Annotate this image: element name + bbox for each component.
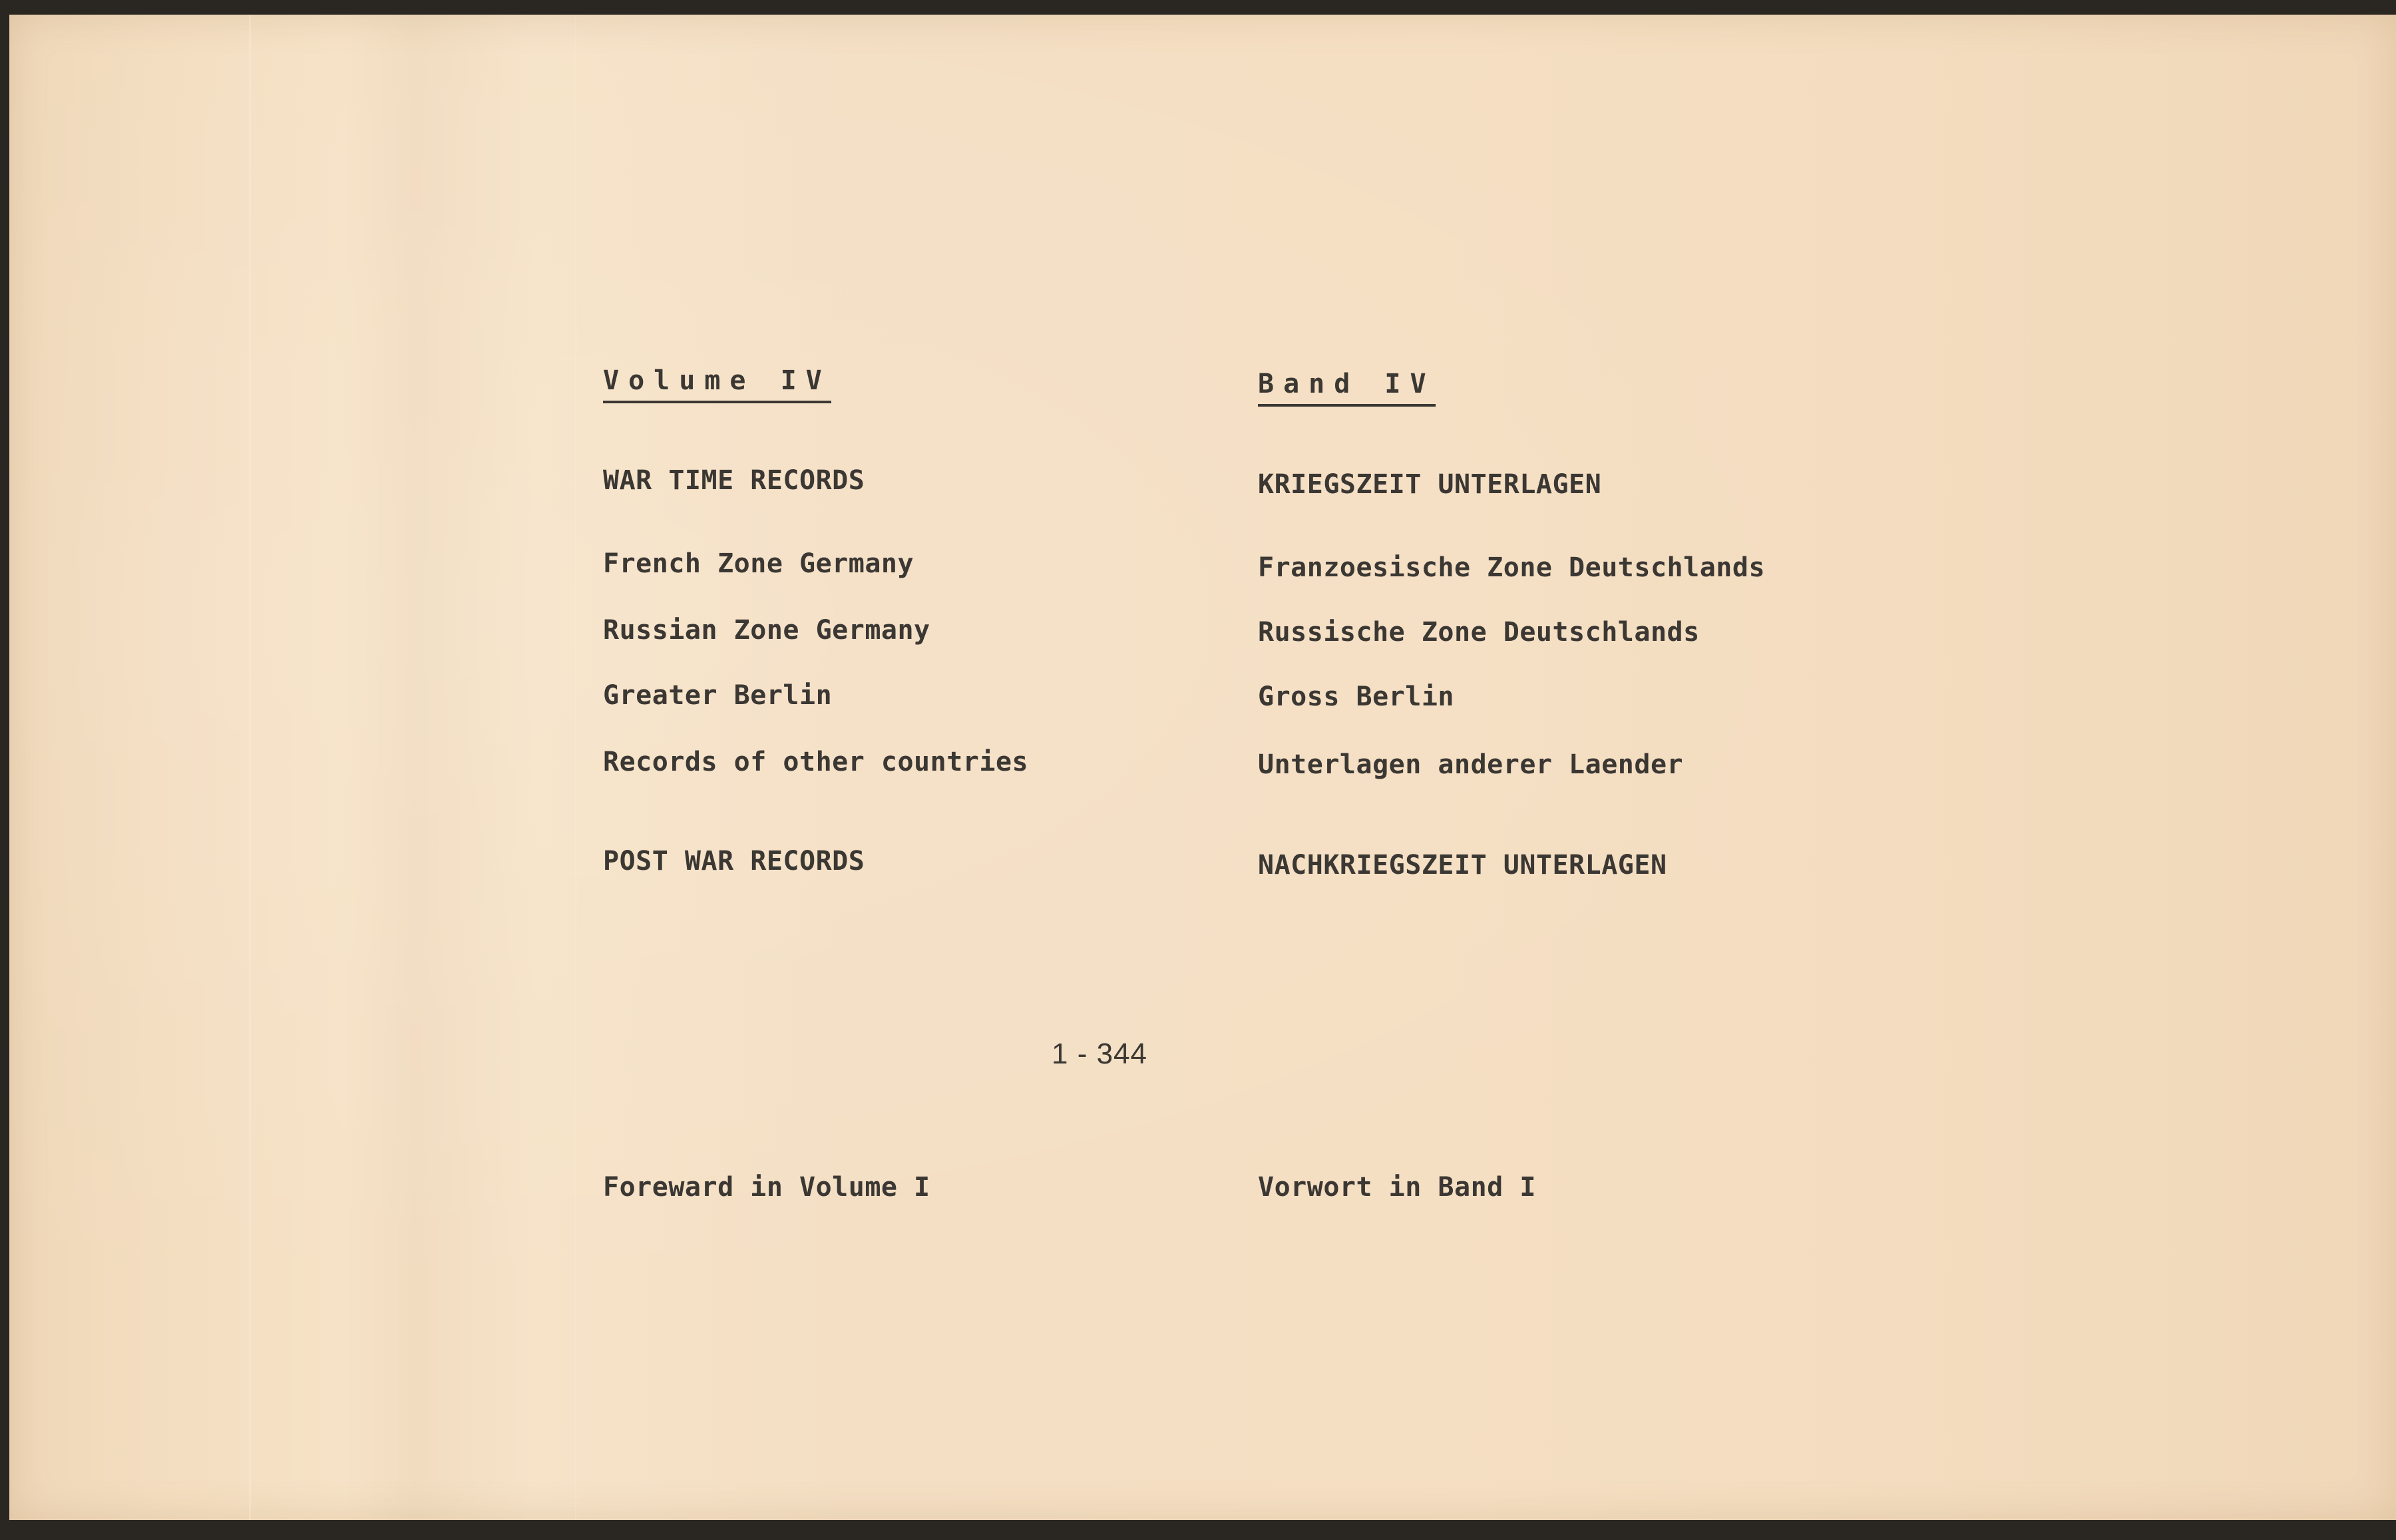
list-item-greater-berlin: Greater Berlin [603, 680, 833, 711]
nachkriegszeit-unterlagen-title: NACHKRIEGSZEIT UNTERLAGEN [1258, 850, 1667, 880]
list-item-russische-zone: Russische Zone Deutschlands [1258, 617, 1700, 648]
list-item-french-zone: French Zone Germany [603, 548, 914, 579]
list-item-anderer-laender: Unterlagen anderer Laender [1258, 749, 1684, 780]
volume-heading: Volume IV [603, 367, 831, 403]
list-item-franzoesische-zone: Franzoesische Zone Deutschlands [1258, 552, 1766, 583]
list-item-gross-berlin: Gross Berlin [1258, 681, 1454, 712]
page-range: 1 - 344 [1052, 1038, 1147, 1070]
kriegszeit-unterlagen-title: KRIEGSZEIT UNTERLAGEN [1258, 469, 1602, 500]
vorwort-note: Vorwort in Band I [1258, 1172, 1536, 1203]
document-page [9, 15, 2396, 1520]
band-heading: Band IV [1258, 371, 1436, 407]
war-time-records-title: WAR TIME RECORDS [603, 465, 865, 496]
list-item-russian-zone: Russian Zone Germany [603, 615, 930, 646]
list-item-other-countries: Records of other countries [603, 747, 1029, 777]
post-war-records-title: POST WAR RECORDS [603, 846, 865, 876]
foreword-note: Foreward in Volume I [603, 1172, 930, 1203]
